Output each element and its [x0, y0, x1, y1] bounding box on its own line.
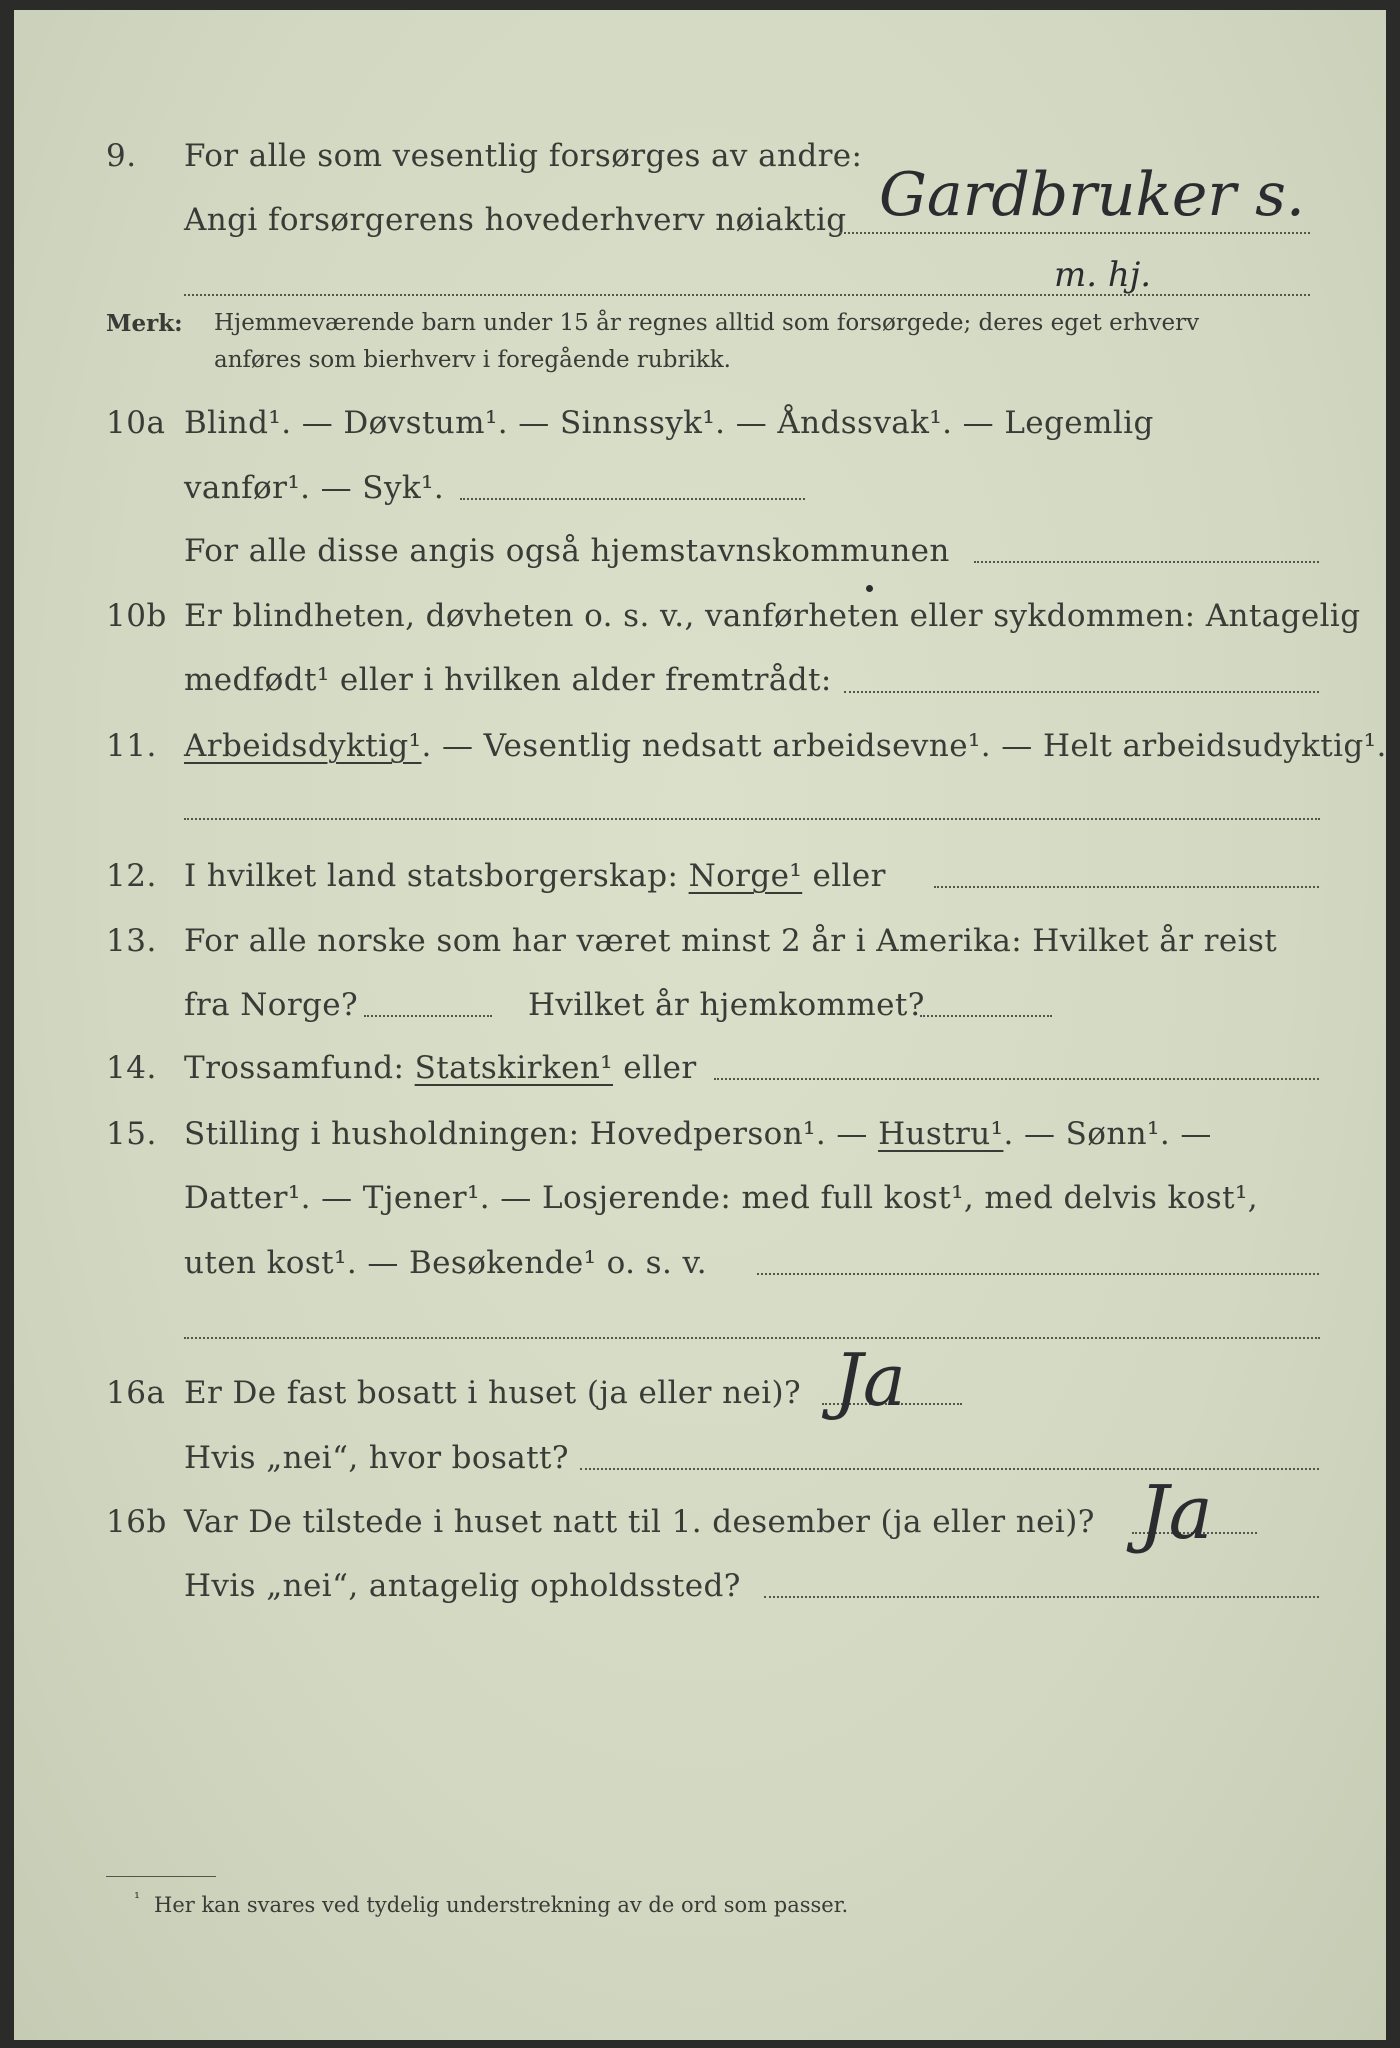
- q15-second-line: [184, 1337, 1320, 1339]
- q13-line2b: Hvilket år hjemkommet?: [528, 987, 925, 1023]
- q9-line2: Angi forsørgerens hovederhverv nøiaktig: [184, 202, 847, 238]
- q11-answer-line: [184, 818, 1320, 820]
- ink-dot: [866, 585, 873, 592]
- q16b-line2: Hvis „nei“, antagelig opholdssted?: [184, 1568, 741, 1604]
- merk-label: Merk:: [106, 310, 183, 337]
- census-form-page: [14, 10, 1386, 2040]
- q9-answer-handwriting-2: m. hj.: [1054, 255, 1152, 295]
- merk-line2: anføres som bierhverv i foregående rubrikk.: [214, 347, 731, 373]
- q16b-number: 16b: [106, 1504, 167, 1540]
- q9-answer-line: [840, 232, 1310, 234]
- footnote-marker: ¹: [134, 1889, 141, 1907]
- q16a-answer-handwriting: Ja: [834, 1338, 906, 1422]
- q9-second-line: [184, 294, 1310, 296]
- q10a-number: 10a: [106, 405, 166, 441]
- q14-answer-line: [714, 1078, 1319, 1080]
- q9-number: 9.: [106, 138, 137, 174]
- q11-underlined-choice: Arbeidsdyktig¹: [184, 728, 422, 764]
- q14-suffix: eller: [623, 1050, 697, 1086]
- q10a-line3: For alle disse angis også hjemstavnskommunen: [184, 533, 950, 569]
- q15-answer-line: [757, 1273, 1319, 1275]
- q14-number: 14.: [106, 1050, 157, 1086]
- q13-reist-line: [364, 1015, 492, 1017]
- q13-number: 13.: [106, 923, 157, 959]
- merk-line1: Hjemmeværende barn under 15 år regnes alltid som forsørgede; deres eget erhverv: [214, 310, 1200, 336]
- footnote-text: Her kan svares ved tydelig understrekning av de ord som passer.: [154, 1893, 849, 1917]
- q12-suffix: eller: [812, 858, 886, 894]
- q10b-line2: medfødt¹ eller i hvilken alder fremtrådt:: [184, 662, 832, 698]
- q15-line1a: Stilling i husholdningen: Hovedperson¹. —: [184, 1116, 868, 1152]
- q9-line1: For alle som vesentlig forsørges av andre:: [184, 138, 863, 174]
- q15-line3: uten kost¹. — Besøkende¹ o. s. v.: [184, 1245, 707, 1281]
- q13-line2a: fra Norge?: [184, 987, 359, 1023]
- q13-line1: For alle norske som har været minst 2 år i Amerika: Hvilket år reist: [184, 923, 1278, 959]
- q15-line2: Datter¹. — Tjener¹. — Losjerende: med full kost¹, med delvis kost¹,: [184, 1180, 1259, 1216]
- q10a-line2: vanfør¹. — Syk¹.: [184, 470, 445, 506]
- q11-line: [184, 728, 1387, 764]
- q15-number: 15.: [106, 1116, 157, 1152]
- q10a-line1: Blind¹. — Døvstum¹. — Sinnssyk¹. — Åndssvak¹. — Legemlig: [184, 405, 1154, 441]
- q13-hjemkommet-line: [920, 1015, 1052, 1017]
- footnote-divider: [106, 1876, 216, 1877]
- q10a-kommune-line: [974, 561, 1319, 563]
- q15-line1b: . — Sønn¹. —: [1003, 1116, 1212, 1152]
- q14-prefix: Trossamfund:: [184, 1050, 405, 1086]
- q9-answer-handwriting: Gardbruker s.: [879, 160, 1306, 230]
- q12-answer-line: [934, 886, 1319, 888]
- footnote: [134, 1889, 849, 1917]
- q16b-line1: Var De tilstede i huset natt til 1. desember (ja eller nei)?: [184, 1504, 1095, 1540]
- q14-line: [184, 1050, 697, 1086]
- q15-line1: [184, 1116, 1212, 1152]
- q16b-answer-handwriting: Ja: [1139, 1470, 1213, 1556]
- q12-line: [184, 858, 886, 894]
- q10b-answer-line: [844, 691, 1319, 693]
- q10a-syk-line: [460, 498, 805, 500]
- q10b-line1: Er blindheten, døvheten o. s. v., vanførheten eller sykdommen: Antagelig: [184, 598, 1361, 634]
- q16b-opholdssted-line: [764, 1596, 1319, 1598]
- q16a-line2: Hvis „nei“, hvor bosatt?: [184, 1440, 569, 1476]
- q12-prefix: I hvilket land statsborgerskap:: [184, 858, 679, 894]
- q10b-number: 10b: [106, 598, 167, 634]
- q16a-line1: Er De fast bosatt i huset (ja eller nei)?: [184, 1375, 802, 1411]
- q11-rest: . — Vesentlig nedsatt arbeidsevne¹. — Helt arbeidsudyktig¹.: [421, 728, 1387, 764]
- q11-number: 11.: [106, 728, 157, 764]
- q12-underlined-choice: Norge¹: [688, 858, 803, 894]
- q16a-number: 16a: [106, 1375, 166, 1411]
- q12-number: 12.: [106, 858, 157, 894]
- q15-underlined-choice: Hustru¹: [878, 1116, 1004, 1152]
- q14-underlined-choice: Statskirken¹: [414, 1050, 614, 1086]
